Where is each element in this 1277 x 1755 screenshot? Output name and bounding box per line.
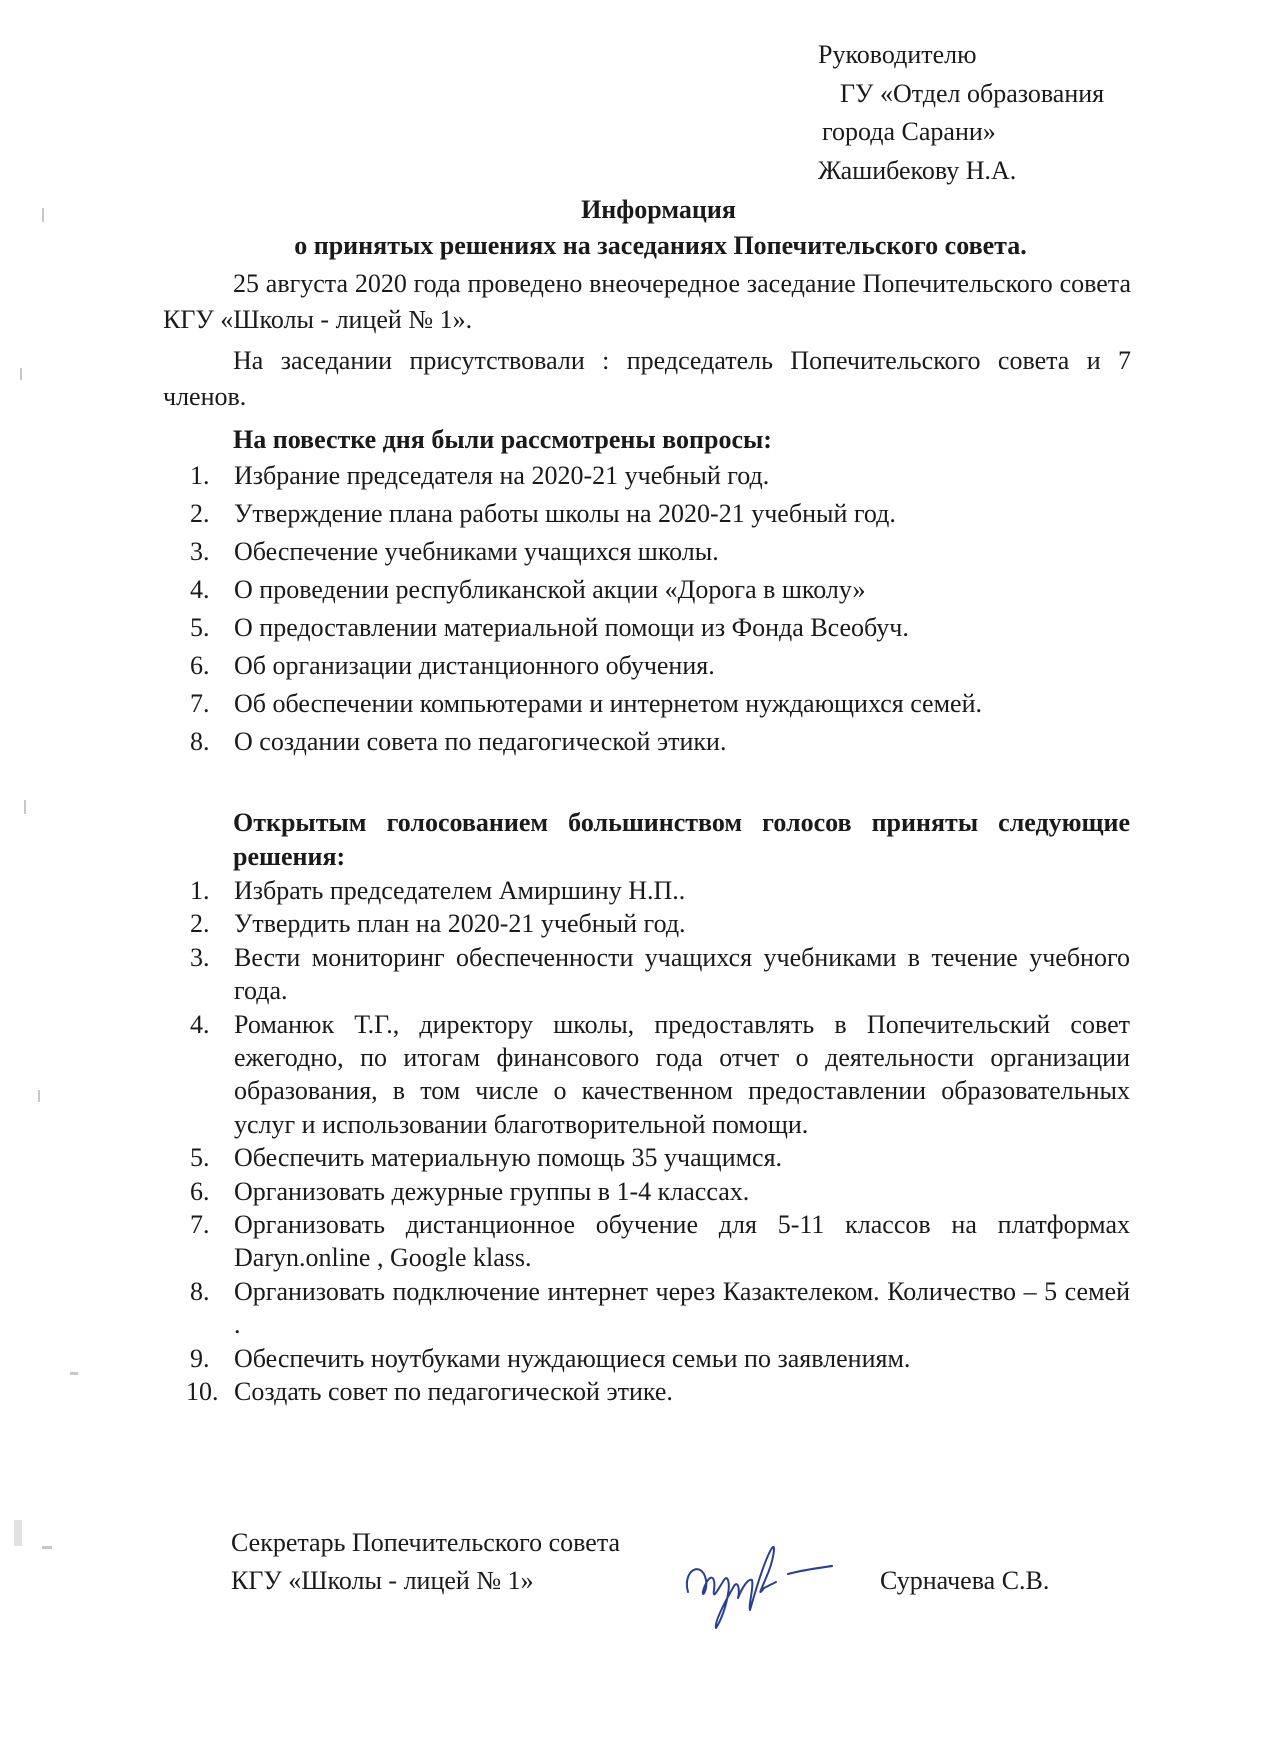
item-text: Организовать подключение интернет через Казактелеком. Количество – 5 семей . xyxy=(234,1276,1130,1340)
scan-mark xyxy=(14,1520,22,1546)
paragraph-attendance: На заседании присутствовали : председатель Попечительского совета и 7 членов. xyxy=(163,346,1131,411)
list-item xyxy=(190,1208,1130,1275)
item-number: 4. xyxy=(190,575,210,604)
addressee-line-3: города Сарани» xyxy=(822,117,996,146)
list-item xyxy=(190,724,1130,760)
item-text: Утвердить план на 2020-21 учебный год. xyxy=(234,909,686,939)
item-number: 8. xyxy=(190,1276,210,1306)
agenda-list xyxy=(190,458,1130,762)
list-item xyxy=(190,458,1130,494)
list-item xyxy=(190,686,1130,722)
signature-role: Секретарь Попечительского совета xyxy=(231,1528,621,1557)
document-title: Информация xyxy=(581,195,736,224)
scan-mark xyxy=(70,1372,78,1375)
item-text: Избрание председателя на 2020-21 учебный год. xyxy=(234,461,770,490)
item-number: 3. xyxy=(190,942,210,972)
item-number: 8. xyxy=(190,727,210,756)
paragraph-meeting-date: 25 августа 2020 года проведено внеочередное заседание Попечительского совета КГУ «Школы - лицей № 1». xyxy=(163,269,1131,334)
item-text: Обеспечить ноутбуками нуждающиеся семьи по заявлениям. xyxy=(234,1343,911,1373)
scan-mark xyxy=(38,1090,40,1102)
addressee-line-1: Руководителю xyxy=(818,40,977,69)
item-number: 5. xyxy=(190,1143,210,1173)
scan-mark xyxy=(42,208,44,222)
list-item xyxy=(190,610,1130,646)
list-item xyxy=(190,648,1130,684)
addressee-line-4: Жашибекову Н.А. xyxy=(818,155,1017,185)
list-item xyxy=(190,572,1130,608)
item-text: Организовать дежурные группы в 1-4 классах. xyxy=(234,1176,750,1206)
list-item xyxy=(190,1342,1130,1375)
addressee-block xyxy=(818,36,1104,190)
item-text: Создать совет по педагогической этике. xyxy=(234,1377,673,1407)
list-item xyxy=(190,534,1130,570)
list-item xyxy=(190,1141,1130,1174)
list-item xyxy=(190,874,1130,907)
item-number: 5. xyxy=(190,613,210,642)
list-item xyxy=(190,941,1130,1008)
item-text: Утверждение плана работы школы на 2020-21 учебный год. xyxy=(234,499,896,528)
item-number: 6. xyxy=(190,651,210,680)
addressee-line-2: ГУ «Отдел образования xyxy=(840,78,1105,108)
scan-mark xyxy=(42,1546,52,1549)
decisions-heading: Открытым голосованием большинством голосов приняты следующие решения: xyxy=(233,808,1130,871)
item-text: О предоставлении материальной помощи из Фонда Всеобуч. xyxy=(234,613,909,642)
item-number: 9. xyxy=(190,1343,210,1373)
item-text: Романюк Т.Г., директору школы, предоставлять в Попечительский совет ежегодно, по итогам финансового года отчет о деятельности организации образования, в том числе о качественном предоставлении образовательных услуг и использовании благотворительной помощи. xyxy=(234,1009,1130,1139)
item-number: 1. xyxy=(190,876,210,905)
item-number: 3. xyxy=(190,537,210,566)
item-number: 2. xyxy=(190,909,210,939)
item-text: Обеспечить материальную помощь 35 учащимся. xyxy=(234,1143,783,1173)
list-item xyxy=(190,907,1130,940)
list-item xyxy=(190,1275,1130,1342)
item-text: Обеспечение учебниками учащихся школы. xyxy=(234,537,719,566)
document-subtitle: о принятых решениях на заседаниях Попечительского совета. xyxy=(294,231,1027,260)
item-text: О проведении республиканской акции «Дорога в школу» xyxy=(234,575,866,604)
list-item xyxy=(186,1375,1130,1408)
item-text: О создании совета по педагогической этики. xyxy=(234,727,727,756)
item-number: 6. xyxy=(190,1176,210,1206)
handwritten-signature xyxy=(680,1530,850,1640)
list-item xyxy=(190,1175,1130,1208)
scan-mark xyxy=(24,800,26,814)
signature-name: Сурначева С.В. xyxy=(880,1566,1050,1595)
item-text: Избрать председателем Амиршину Н.П.. xyxy=(234,876,686,905)
item-number: 2. xyxy=(190,499,210,528)
list-item xyxy=(190,496,1130,532)
item-number: 10. xyxy=(186,1377,219,1407)
item-text: Вести мониторинг обеспеченности учащихся учебниками в течение учебного года. xyxy=(234,942,1130,1006)
item-text: Об обеспечении компьютерами и интернетом нуждающихся семей. xyxy=(234,689,983,718)
decisions-list xyxy=(186,874,1130,1409)
item-text: Организовать дистанционное обучение для 5-11 классов на платформах Daryn.online , Google klass. xyxy=(234,1210,1130,1273)
item-number: 7. xyxy=(190,689,210,718)
item-number: 1. xyxy=(190,461,210,490)
signature-organization: КГУ «Школы - лицей № 1» xyxy=(231,1566,534,1595)
agenda-heading: На повестке дня были рассмотрены вопросы: xyxy=(233,425,772,454)
signature-block xyxy=(231,1524,620,1600)
item-number: 4. xyxy=(190,1009,210,1039)
item-number: 7. xyxy=(190,1210,210,1240)
scan-mark xyxy=(20,368,22,380)
list-item xyxy=(190,1008,1130,1142)
item-text: Об организации дистанционного обучения. xyxy=(234,651,715,680)
